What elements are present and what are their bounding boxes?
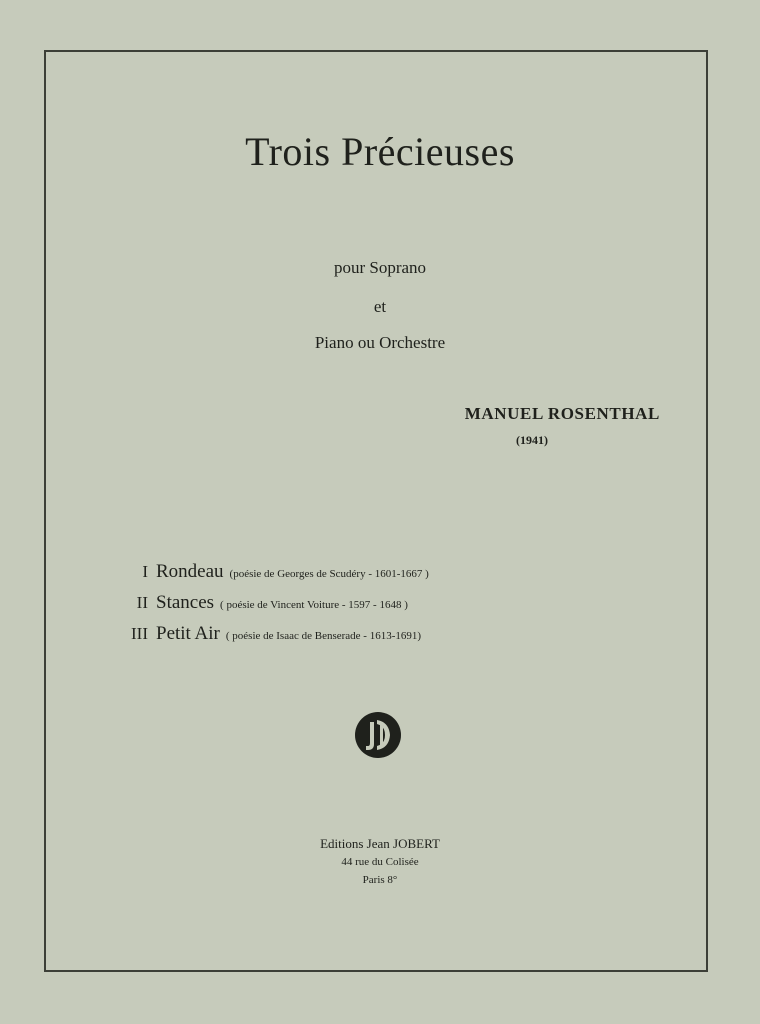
movement-list bbox=[112, 561, 429, 654]
movement-number: I bbox=[142, 562, 148, 581]
composer-name: MANUEL ROSENTHAL bbox=[464, 404, 660, 423]
publisher-city: Paris 8° bbox=[362, 874, 398, 886]
publisher-address: 44 rue du Colisée bbox=[341, 856, 419, 868]
movement-item bbox=[112, 623, 429, 654]
movement-number: III bbox=[131, 624, 148, 643]
publisher-name: Editions Jean JOBERT bbox=[320, 836, 440, 851]
movement-poet: ( poésie de Isaac de Benserade - 1613-1691) bbox=[225, 630, 422, 642]
subtitle-accompaniment: Piano ou Orchestre bbox=[314, 333, 446, 352]
page-border bbox=[44, 50, 708, 972]
movement-poet: ( poésie de Vincent Voiture - 1597 - 1648 ) bbox=[220, 599, 408, 611]
subtitle-conjunction: et bbox=[373, 297, 387, 316]
movement-title: Stances bbox=[156, 592, 215, 613]
movement-title: Petit Air bbox=[156, 623, 220, 644]
composition-year: (1941) bbox=[516, 433, 548, 447]
page-title: Trois Précieuses bbox=[245, 129, 515, 174]
movement-poet: (poésie de Georges de Scudéry - 1601-1667 ) bbox=[229, 568, 429, 580]
movement-title: Rondeau bbox=[156, 561, 224, 582]
subtitle-voice: pour Soprano bbox=[333, 258, 427, 277]
publisher-logo-icon bbox=[353, 710, 403, 760]
movement-number: II bbox=[136, 593, 148, 612]
movement-item bbox=[112, 592, 429, 623]
movement-item bbox=[112, 561, 429, 592]
